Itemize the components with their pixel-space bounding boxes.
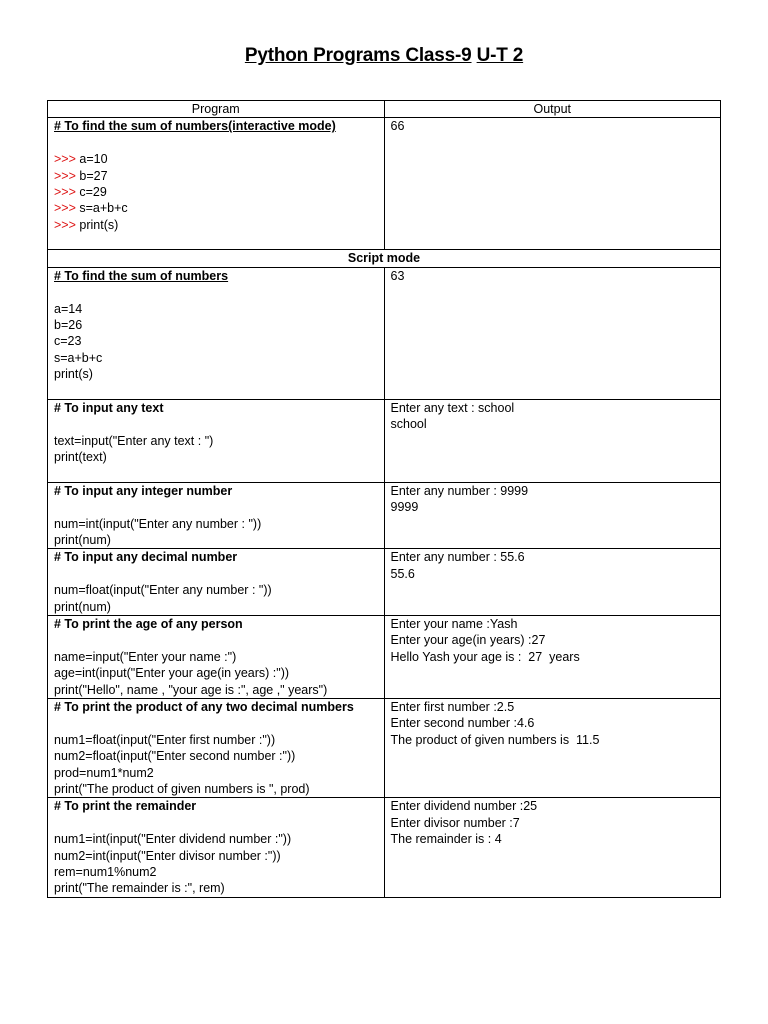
- table-row: [48, 798, 721, 897]
- program-cell: [48, 699, 385, 798]
- output-cell: [384, 616, 721, 699]
- output-line: Enter first number :2.5: [390, 700, 515, 715]
- output-cell: [384, 482, 721, 549]
- output-cell: [384, 267, 721, 399]
- code-line: num1=int(input("Enter dividend number :")): [54, 832, 292, 847]
- code-line: print(num): [54, 599, 111, 614]
- output-cell: [384, 699, 721, 798]
- code-line: print("The product of given numbers is ", prod): [54, 782, 310, 797]
- blank-line: [54, 499, 378, 515]
- prompt-marker: >>>: [54, 201, 80, 216]
- program-heading: # To find the sum of numbers(interactive mode): [54, 119, 336, 134]
- table-row: [48, 699, 721, 798]
- blank-line: [54, 566, 378, 582]
- output-cell: [384, 549, 721, 616]
- program-cell: [48, 482, 385, 549]
- output-line: 9999: [390, 500, 419, 515]
- output-line: school: [390, 417, 427, 432]
- table-row: [48, 482, 721, 549]
- output-line: Enter divisor number :7: [390, 815, 520, 830]
- output-line: Enter second number :4.6: [390, 716, 535, 731]
- table-row: [48, 549, 721, 616]
- program-heading: # To print the age of any person: [54, 617, 243, 632]
- output-line: The remainder is : 4: [390, 832, 502, 847]
- code-line: print("Hello", name , "your age is :", age ," years"): [54, 682, 328, 697]
- code-line: s=a+b+c: [54, 350, 103, 365]
- code-line: print(s): [54, 367, 93, 382]
- code-line: text=input("Enter any text : "): [54, 433, 214, 448]
- program-cell: [48, 798, 385, 897]
- prompt-marker: >>>: [54, 152, 80, 167]
- program-heading: # To print the remainder: [54, 799, 197, 814]
- output-line: Enter any text : school: [390, 400, 515, 415]
- code-line: [54, 151, 378, 167]
- prompt-marker: >>>: [54, 185, 80, 200]
- blank-line: [54, 416, 378, 432]
- program-cell: [48, 616, 385, 699]
- blank-line: [54, 632, 378, 648]
- code-line: [54, 217, 378, 233]
- program-cell: [48, 267, 385, 399]
- document-title: [0, 45, 768, 67]
- code-line: rem=num1%num2: [54, 865, 157, 880]
- code-line: [54, 200, 378, 216]
- output-line: 63: [390, 268, 405, 283]
- code-line: a=14: [54, 301, 83, 316]
- program-heading: # To input any integer number: [54, 483, 233, 498]
- code-text: b=27: [79, 168, 108, 183]
- table-header-row: [48, 101, 721, 118]
- code-line: name=input("Enter your name :"): [54, 649, 237, 664]
- output-cell: [384, 399, 721, 482]
- blank-line: [54, 715, 378, 731]
- code-text: a=10: [79, 152, 108, 167]
- code-line: num=int(input("Enter any number : ")): [54, 516, 262, 531]
- output-line: Enter your name :Yash: [390, 617, 518, 632]
- output-line: 66: [390, 119, 405, 134]
- code-line: prod=num1*num2: [54, 765, 154, 780]
- code-line: print(num): [54, 533, 111, 548]
- table-row: [48, 118, 721, 250]
- table-row: [48, 267, 721, 399]
- prompt-marker: >>>: [54, 168, 80, 183]
- program-heading: # To input any text: [54, 400, 164, 415]
- output-line: 55.6: [390, 566, 415, 581]
- blank-line: [54, 135, 378, 151]
- prompt-marker: >>>: [54, 217, 80, 232]
- code-lines: [54, 151, 378, 233]
- title-unit-test: U-T 2: [476, 45, 524, 66]
- program-cell: [48, 118, 385, 250]
- script-mode-label: Script mode: [48, 250, 721, 267]
- code-line: num2=int(input("Enter divisor number :")): [54, 848, 281, 863]
- title-main: Python Programs Class-9: [244, 45, 472, 66]
- blank-line: [54, 284, 378, 300]
- program-heading: # To input any decimal number: [54, 550, 238, 565]
- code-text: s=a+b+c: [79, 201, 128, 216]
- output-line: Enter dividend number :25: [390, 799, 538, 814]
- code-line: print(text): [54, 450, 107, 465]
- output-cell: [384, 798, 721, 897]
- output-line: Hello Yash your age is : 27 years: [390, 649, 580, 664]
- code-line: [54, 184, 378, 200]
- program-heading: # To print the product of any two decimal numbers: [54, 700, 354, 715]
- code-line: num1=float(input("Enter first number :")): [54, 732, 276, 747]
- output-line: The product of given numbers is 11.5: [390, 732, 600, 747]
- code-line: b=26: [54, 318, 83, 333]
- code-line: print("The remainder is :", rem): [54, 881, 225, 896]
- code-line: age=int(input("Enter your age(in years) :")): [54, 666, 290, 681]
- output-line: Enter any number : 9999: [390, 483, 529, 498]
- blank-line: [54, 815, 378, 831]
- code-line: num=float(input("Enter any number : ")): [54, 583, 272, 598]
- code-text: c=29: [79, 185, 107, 200]
- code-line: [54, 168, 378, 184]
- program-cell: [48, 399, 385, 482]
- table-row: [48, 399, 721, 482]
- output-column-header: Output: [384, 101, 721, 118]
- programs-table: [47, 100, 721, 898]
- code-line: num2=float(input("Enter second number :")): [54, 749, 296, 764]
- output-line: Enter your age(in years) :27: [390, 633, 546, 648]
- table-row: [48, 616, 721, 699]
- program-heading: # To find the sum of numbers: [54, 268, 229, 283]
- output-line: Enter any number : 55.6: [390, 550, 525, 565]
- code-line: c=23: [54, 334, 82, 349]
- code-text: print(s): [79, 217, 119, 232]
- program-cell: [48, 549, 385, 616]
- program-column-header: Program: [48, 101, 385, 118]
- output-cell: [384, 118, 721, 250]
- section-row: [48, 250, 721, 267]
